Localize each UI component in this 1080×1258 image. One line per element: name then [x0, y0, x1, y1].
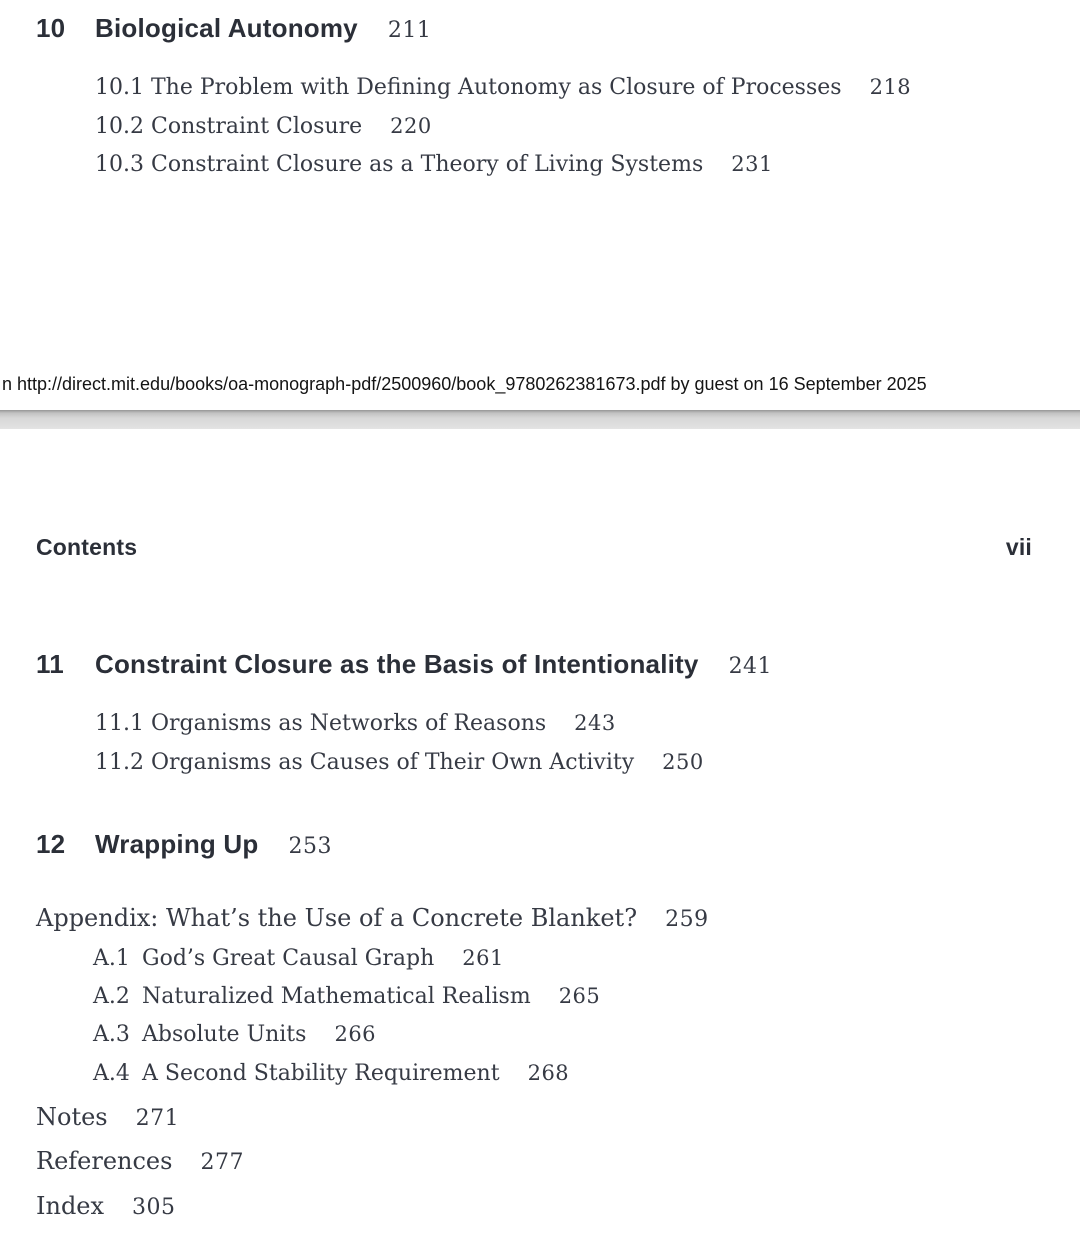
section-title: A Second Stability Requirement — [142, 1061, 500, 1086]
running-header-page-number: vii — [1005, 534, 1032, 560]
section-page-number: 261 — [462, 946, 504, 970]
appendix-page-number: 259 — [665, 907, 709, 932]
toc-chapter-11-entry — [0, 650, 1080, 680]
chapter-title: Biological Autonomy — [95, 13, 358, 43]
section-number: 10.3 — [95, 152, 144, 177]
toc-section-entry — [0, 1061, 1080, 1086]
backmatter-label: Index — [36, 1192, 105, 1220]
chapter-number: 12 — [36, 829, 66, 859]
chapter-title: Wrapping Up — [95, 829, 259, 859]
section-title: God’s Great Causal Graph — [142, 946, 435, 971]
page-gap-divider — [0, 410, 1080, 429]
backmatter-page-number: 277 — [200, 1150, 244, 1175]
section-title: Constraint Closure as a Theory of Living Systems — [150, 152, 704, 177]
appendix-title: Appendix: What’s the Use of a Concrete Blanket? — [36, 904, 638, 932]
section-title: Organisms as Networks of Reasons — [150, 711, 547, 736]
backmatter-page-number: 271 — [135, 1106, 180, 1131]
toc-section-entry — [0, 750, 1080, 775]
chapter-page-number: 253 — [288, 834, 332, 859]
toc-section-entry — [0, 152, 1080, 177]
toc-appendix-entry — [0, 905, 1080, 933]
running-header — [0, 534, 1080, 560]
section-page-number: 218 — [869, 75, 912, 99]
section-number: A.3 — [93, 1022, 130, 1047]
toc-section-entry — [0, 75, 1080, 100]
section-page-number: 243 — [574, 711, 616, 735]
chapter-page-number: 211 — [387, 18, 432, 43]
section-title: Organisms as Causes of Their Own Activity — [150, 750, 635, 775]
toc-section-entry — [0, 946, 1080, 971]
chapter-title: Constraint Closure as the Basis of Intentionality — [95, 649, 699, 679]
section-page-number: 265 — [558, 984, 601, 1008]
toc-chapter-12-entry — [0, 830, 1080, 860]
toc-chapter-10-entry — [0, 14, 1080, 44]
section-number: A.1 — [93, 946, 130, 971]
section-number: 11.2 — [95, 750, 144, 775]
toc-section-entry — [0, 114, 1080, 139]
toc-notes-entry — [0, 1104, 1080, 1132]
section-number: 10.2 — [95, 114, 144, 139]
section-number: A.2 — [93, 984, 130, 1009]
backmatter-label: References — [36, 1147, 173, 1175]
toc-index-entry — [0, 1193, 1080, 1221]
backmatter-label: Notes — [36, 1103, 108, 1131]
section-number: A.4 — [93, 1061, 130, 1086]
toc-section-entry — [0, 711, 1080, 736]
chapter-page-number: 241 — [728, 654, 773, 679]
section-title: Constraint Closure — [150, 114, 363, 139]
section-title: Absolute Units — [142, 1022, 307, 1047]
section-page-number: 266 — [334, 1022, 377, 1046]
section-number: 10.1 — [95, 75, 144, 100]
section-number: 11.1 — [95, 711, 144, 736]
running-header-title: Contents — [36, 534, 138, 560]
chapter-number: 11 — [36, 649, 64, 679]
section-title: The Problem with Defining Autonomy as Closure of Processes — [150, 75, 842, 100]
section-title: Naturalized Mathematical Realism — [142, 984, 531, 1009]
chapter-number: 10 — [36, 13, 66, 43]
download-watermark-text: n http://direct.mit.edu/books/oa-monograph-pdf/2500960/book_9780262381673.pdf by guest on 16 September 2025 — [2, 374, 927, 394]
toc-section-entry — [0, 1022, 1080, 1047]
section-page-number: 268 — [527, 1061, 570, 1085]
toc-section-entry — [0, 984, 1080, 1009]
section-page-number: 231 — [731, 152, 773, 176]
section-page-number: 250 — [662, 750, 704, 774]
section-page-number: 220 — [390, 114, 432, 138]
backmatter-page-number: 305 — [132, 1195, 176, 1220]
toc-references-entry — [0, 1148, 1080, 1176]
